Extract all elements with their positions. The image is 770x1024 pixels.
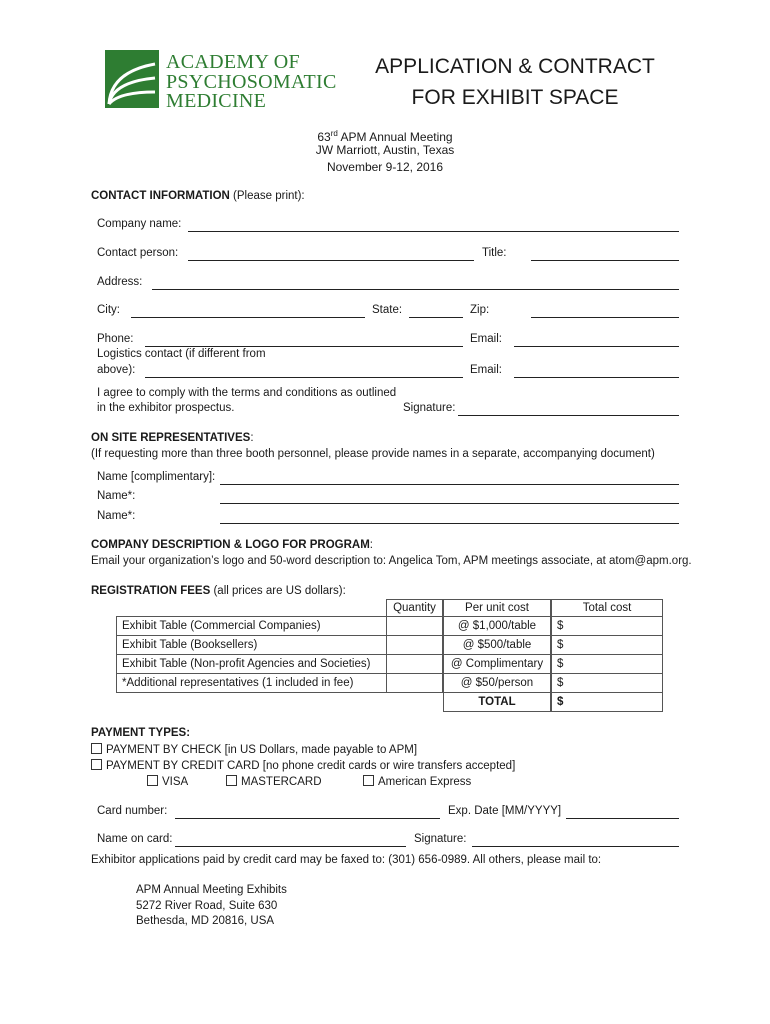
fees-row-4-unit bbox=[443, 673, 551, 693]
address-label: Address: bbox=[97, 276, 143, 288]
exp-date-label: Exp. Date [MM/YYYY] bbox=[448, 805, 562, 817]
amex-checkbox[interactable] bbox=[363, 775, 374, 786]
rep-name-1-field[interactable] bbox=[220, 484, 679, 485]
mail-address-line-1: APM Annual Meeting Exhibits bbox=[136, 884, 287, 896]
rep-name-2-field[interactable] bbox=[220, 503, 679, 504]
agree-text-line-1: I agree to comply with the terms and conditions as outlined bbox=[97, 387, 397, 399]
fees-header-quantity bbox=[386, 599, 443, 617]
fees-total-label: TOTAL bbox=[478, 696, 516, 708]
pay-by-check-label: PAYMENT BY CHECK [in US Dollars, made payable to APM] bbox=[106, 744, 418, 756]
logo-line-1: ACADEMY OF bbox=[166, 51, 300, 73]
pay-by-card-checkbox[interactable] bbox=[91, 759, 102, 770]
fax-note: Exhibitor applications paid by credit card may be faxed to: (301) 656-0989. All others, please mail to: bbox=[91, 854, 602, 866]
rep-name-1-label: Name [complimentary]: bbox=[97, 471, 216, 483]
signature-label: Signature: bbox=[403, 402, 456, 414]
name-on-card-label: Name on card: bbox=[97, 833, 173, 845]
fees-row-3-item bbox=[116, 654, 387, 674]
reps-note: (If requesting more than three booth personnel, please provide names in a separate, accompanying document) bbox=[91, 448, 655, 460]
fees-row-1-unit-text: @ $1,000/table bbox=[457, 620, 537, 632]
fees-row-1-unit bbox=[443, 616, 551, 636]
pay-by-check-checkbox[interactable] bbox=[91, 743, 102, 754]
fees-row-4-total[interactable] bbox=[551, 673, 663, 693]
fees-row-2-total[interactable] bbox=[551, 635, 663, 655]
phone-label: Phone: bbox=[97, 333, 134, 345]
fees-row-4-total-text: $ bbox=[557, 677, 564, 689]
fees-row-1-total[interactable] bbox=[551, 616, 663, 636]
mail-address-line-2: 5272 River Road, Suite 630 bbox=[136, 900, 278, 912]
agree-text-line-2: in the exhibitor prospectus. bbox=[97, 402, 235, 414]
zip-label: Zip: bbox=[470, 304, 490, 316]
fees-header-unit bbox=[443, 599, 551, 617]
contact-heading-label: CONTACT INFORMATION bbox=[91, 190, 230, 202]
col-total-label: Total cost bbox=[582, 602, 632, 614]
reps-heading-label: ON SITE REPRESENTATIVES bbox=[91, 432, 251, 444]
reps-heading bbox=[91, 432, 254, 444]
fees-row-2-quantity[interactable] bbox=[386, 635, 443, 655]
fees-row-1-total-text: $ bbox=[557, 620, 564, 632]
contact-heading bbox=[91, 190, 305, 202]
email-label: Email: bbox=[470, 333, 502, 345]
mastercard-label: MASTERCARD bbox=[241, 776, 322, 788]
logistics-email-field[interactable] bbox=[514, 377, 679, 378]
logistics-label-line-2: above): bbox=[97, 364, 136, 376]
fees-row-4-quantity[interactable] bbox=[386, 673, 443, 693]
fees-row-1-quantity[interactable] bbox=[386, 616, 443, 636]
card-number-label: Card number: bbox=[97, 805, 168, 817]
fees-total-label-cell bbox=[443, 692, 551, 712]
fees-row-2-unit bbox=[443, 635, 551, 655]
fees-row-3-quantity[interactable] bbox=[386, 654, 443, 674]
fees-row-4-item-text: *Additional representatives (1 included in fee) bbox=[122, 677, 354, 689]
fees-row-3-unit bbox=[443, 654, 551, 674]
fees-row-3-total-text: $ bbox=[557, 658, 564, 670]
contact-person-field[interactable] bbox=[188, 260, 474, 261]
fees-total-value-cell[interactable] bbox=[551, 692, 663, 712]
pay-by-card-option[interactable] bbox=[91, 759, 515, 772]
description-heading-colon: : bbox=[369, 539, 373, 551]
visa-option[interactable] bbox=[147, 775, 188, 788]
logo-line-3: MEDICINE bbox=[166, 90, 267, 112]
fees-row-2-item-text: Exhibit Table (Booksellers) bbox=[122, 639, 258, 651]
meeting-ordinal: rd bbox=[330, 129, 338, 138]
col-quantity-label: Quantity bbox=[393, 602, 436, 614]
fees-row-3-unit-text: @ Complimentary bbox=[450, 658, 544, 670]
contact-heading-note: (Please print): bbox=[229, 190, 305, 202]
rep-name-2-label: Name*: bbox=[97, 490, 136, 502]
logistics-label-line-1: Logistics contact (if different from bbox=[97, 348, 266, 360]
logo-line-2: PSYCHOSOMATIC bbox=[166, 71, 337, 93]
mastercard-option[interactable] bbox=[226, 775, 322, 788]
state-label: State: bbox=[372, 304, 403, 316]
contact-person-label: Contact person: bbox=[97, 247, 179, 259]
signature-field[interactable] bbox=[458, 415, 679, 416]
col-unit-label: Per unit cost bbox=[465, 602, 529, 614]
fees-header-total bbox=[551, 599, 663, 617]
logistics-email-label: Email: bbox=[470, 364, 502, 376]
fees-total-value: $ bbox=[557, 696, 564, 708]
name-on-card-field[interactable] bbox=[175, 846, 406, 847]
pay-by-check-option[interactable] bbox=[91, 743, 417, 756]
fees-heading bbox=[91, 585, 346, 597]
email-field[interactable] bbox=[514, 346, 679, 347]
page-title-line-2: FOR EXHIBIT SPACE bbox=[411, 86, 619, 109]
zip-field[interactable] bbox=[531, 317, 679, 318]
state-field[interactable] bbox=[409, 317, 463, 318]
fees-row-2-item bbox=[116, 635, 387, 655]
mail-address-line-3: Bethesda, MD 20816, USA bbox=[136, 915, 275, 927]
description-text: Email your organization’s logo and 50-word description to: Angelica Tom, APM meetings associate, at atom@apm.org. bbox=[91, 555, 692, 567]
visa-label: VISA bbox=[162, 776, 189, 788]
company-name-label: Company name: bbox=[97, 218, 182, 230]
description-heading-label: COMPANY DESCRIPTION & LOGO FOR PROGRAM bbox=[91, 539, 370, 551]
payment-heading: PAYMENT TYPES: bbox=[91, 727, 191, 739]
description-heading bbox=[91, 539, 373, 551]
fees-row-2-unit-text: @ $500/table bbox=[462, 639, 532, 651]
exp-date-field[interactable] bbox=[566, 818, 679, 819]
card-number-field[interactable] bbox=[175, 818, 440, 819]
company-name-field[interactable] bbox=[188, 231, 679, 232]
card-signature-field[interactable] bbox=[472, 846, 679, 847]
amex-option[interactable] bbox=[363, 775, 471, 788]
city-field[interactable] bbox=[131, 317, 365, 318]
rep-name-3-label: Name*: bbox=[97, 510, 136, 522]
phone-field[interactable] bbox=[145, 346, 463, 347]
fees-row-4-unit-text: @ $50/person bbox=[460, 677, 534, 689]
amex-label: American Express bbox=[378, 776, 472, 788]
reps-heading-colon: : bbox=[250, 432, 254, 444]
apm-logo-mark-icon bbox=[105, 50, 159, 108]
logo bbox=[105, 50, 159, 111]
fees-heading-label: REGISTRATION FEES bbox=[91, 585, 211, 597]
meeting-title: APM Annual Meeting bbox=[337, 130, 453, 144]
page-title-line-1: APPLICATION & CONTRACT bbox=[375, 55, 655, 78]
fees-heading-note: (all prices are US dollars): bbox=[210, 585, 346, 597]
mastercard-checkbox[interactable] bbox=[226, 775, 237, 786]
city-label: City: bbox=[97, 304, 120, 316]
address-field[interactable] bbox=[152, 289, 679, 290]
pay-by-card-label: PAYMENT BY CREDIT CARD [no phone credit cards or wire transfers accepted] bbox=[106, 760, 516, 772]
title-label: Title: bbox=[482, 247, 507, 259]
meeting-number: 63 bbox=[317, 130, 331, 144]
card-signature-label: Signature: bbox=[414, 833, 467, 845]
meeting-dates: November 9-12, 2016 bbox=[326, 160, 444, 174]
fees-row-3-item-text: Exhibit Table (Non-profit Agencies and Societies) bbox=[122, 658, 371, 670]
rep-name-3-field[interactable] bbox=[220, 523, 679, 524]
visa-checkbox[interactable] bbox=[147, 775, 158, 786]
title-field[interactable] bbox=[531, 260, 679, 261]
meeting-venue: JW Marriott, Austin, Texas bbox=[315, 143, 455, 157]
fees-row-1-item-text: Exhibit Table (Commercial Companies) bbox=[122, 620, 321, 632]
logistics-contact-field[interactable] bbox=[145, 377, 463, 378]
fees-row-3-total[interactable] bbox=[551, 654, 663, 674]
fees-row-2-total-text: $ bbox=[557, 639, 564, 651]
fees-row-1-item bbox=[116, 616, 387, 636]
fees-row-4-item bbox=[116, 673, 387, 693]
